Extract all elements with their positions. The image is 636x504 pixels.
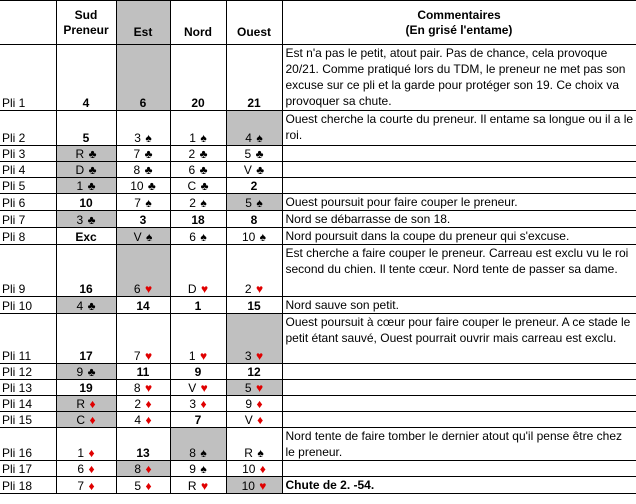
- card-value: 1: [77, 446, 85, 460]
- trick-row: [0, 314, 636, 364]
- card-value: C: [76, 413, 86, 427]
- heart-icon: ♥: [255, 282, 264, 296]
- trick-rows: [0, 45, 636, 494]
- diamond-icon: ♦: [145, 479, 152, 493]
- comment: [282, 396, 636, 412]
- card-value: 7: [133, 349, 141, 363]
- card-value: 21: [247, 96, 261, 110]
- card-value: 1: [76, 179, 84, 193]
- diamond-icon: ♦: [256, 397, 263, 411]
- club-icon: ♣: [88, 163, 97, 177]
- nord-card: [170, 314, 226, 364]
- ouest-card: [226, 428, 282, 461]
- diamond-icon: ♦: [88, 479, 95, 493]
- club-icon: ♣: [256, 163, 265, 177]
- spade-icon: ♠: [200, 131, 207, 145]
- comment: [282, 146, 636, 162]
- est-card: [116, 228, 170, 245]
- ouest-card: [226, 364, 282, 380]
- sud-card: [56, 211, 116, 228]
- spade-icon: ♠: [256, 196, 263, 210]
- card-value: 3: [76, 213, 84, 227]
- heart-icon: ♥: [255, 381, 264, 395]
- card-value: 1: [194, 299, 202, 313]
- header-sud-line2: Preneur: [63, 22, 109, 37]
- trick-number: Pli 13: [0, 380, 56, 396]
- header-sud-line1: Sud: [74, 7, 98, 22]
- nord-card: [170, 477, 226, 494]
- trick-row: [0, 45, 636, 111]
- club-icon: ♣: [255, 147, 264, 161]
- diamond-icon: ♦: [259, 462, 266, 476]
- card-value: 6: [188, 163, 196, 177]
- heart-icon: ♥: [144, 282, 153, 296]
- card-value: C: [187, 179, 197, 193]
- club-icon: ♣: [144, 163, 153, 177]
- heart-icon: ♥: [144, 381, 153, 395]
- trick-row: [0, 194, 636, 211]
- est-card: [116, 428, 170, 461]
- trick-row: [0, 162, 636, 178]
- card-value: 9: [245, 397, 253, 411]
- est-card: [116, 111, 170, 146]
- est-card: [116, 146, 170, 162]
- comment: [282, 461, 636, 477]
- sud-card: [56, 162, 116, 178]
- est-card: [116, 396, 170, 412]
- sud-card: [56, 364, 116, 380]
- nord-card: [170, 111, 226, 146]
- club-icon: ♣: [88, 147, 97, 161]
- card-value: 2: [250, 179, 258, 193]
- ouest-card: [226, 461, 282, 477]
- card-value: 3: [139, 213, 147, 227]
- card-value: V: [188, 381, 197, 395]
- card-value: 5: [134, 479, 142, 493]
- spade-icon: ♠: [145, 230, 153, 244]
- trick-row: [0, 178, 636, 194]
- trick-number: Pli 12: [0, 364, 56, 380]
- card-value: 2: [189, 196, 196, 210]
- trick-number: Pli 18: [0, 477, 56, 494]
- club-icon: ♣: [199, 163, 208, 177]
- card-value: 8: [133, 381, 141, 395]
- ouest-card: [226, 297, 282, 314]
- card-value: 10: [241, 479, 255, 493]
- sud-card: [56, 396, 116, 412]
- comment: [282, 162, 636, 178]
- club-icon: ♣: [147, 179, 156, 193]
- diamond-icon: ♦: [88, 462, 95, 476]
- trick-number: Pli 1: [0, 45, 56, 111]
- club-icon: ♣: [87, 299, 96, 313]
- trick-row: [0, 380, 636, 396]
- card-value: Exc: [75, 230, 97, 244]
- ouest-card: [226, 45, 282, 111]
- card-value: 2: [188, 147, 196, 161]
- nord-card: [170, 211, 226, 228]
- comment: Chute de 2. -54.: [282, 477, 636, 494]
- card-value: 1: [189, 131, 196, 145]
- card-value: 8: [189, 446, 196, 460]
- comment: [282, 412, 636, 428]
- club-icon: ♣: [200, 179, 209, 193]
- ouest-card: [226, 228, 282, 245]
- heart-icon: ♥: [259, 479, 267, 493]
- ouest-card: [226, 245, 282, 297]
- spade-icon: ♠: [257, 446, 264, 460]
- header-comm-line1: Commentaires: [417, 7, 501, 22]
- comment: Ouest poursuit pour faire couper le preneur.: [282, 194, 636, 211]
- card-value: R: [244, 446, 253, 460]
- est-card: [116, 314, 170, 364]
- ouest-card: [226, 477, 282, 494]
- heart-icon: ♥: [200, 282, 209, 296]
- heart-icon: ♥: [200, 479, 209, 493]
- card-value: 6: [133, 282, 141, 296]
- card-value: 12: [247, 365, 261, 379]
- trick-number: Pli 5: [0, 178, 56, 194]
- card-value: V: [243, 163, 252, 177]
- est-card: [116, 364, 170, 380]
- heart-icon: ♥: [144, 349, 153, 363]
- sud-card: [56, 461, 116, 477]
- spade-icon: ♠: [200, 196, 207, 210]
- nord-card: [170, 178, 226, 194]
- trick-number: Pli 10: [0, 297, 56, 314]
- trick-number: Pli 15: [0, 412, 56, 428]
- diamond-icon: ♦: [145, 413, 152, 427]
- trick-number: Pli 3: [0, 146, 56, 162]
- sud-card: [56, 245, 116, 297]
- card-value: 14: [136, 299, 150, 313]
- header-ouest: Ouest: [226, 1, 282, 45]
- card-value: 5: [244, 147, 252, 161]
- header-comm-line2: (En grisé l'entame): [405, 22, 513, 37]
- card-value: 8: [134, 462, 142, 476]
- spade-icon: ♠: [259, 230, 267, 244]
- card-value: 7: [133, 147, 141, 161]
- comment: [282, 178, 636, 194]
- comment: Nord se débarrasse de son 18.: [282, 211, 636, 228]
- trick-row: [0, 228, 636, 245]
- est-card: [116, 178, 170, 194]
- header-pli: [0, 1, 56, 45]
- sud-card: [56, 428, 116, 461]
- card-value: 8: [250, 213, 258, 227]
- est-card: [116, 194, 170, 211]
- card-value: 1: [188, 349, 196, 363]
- comment: Nord tente de faire tomber le dernier atout qu'il pense être chez le preneur.: [282, 428, 636, 461]
- header-nord: Nord: [170, 1, 226, 45]
- trick-number: Pli 8: [0, 228, 56, 245]
- trick-number: Pli 7: [0, 211, 56, 228]
- ouest-card: [226, 314, 282, 364]
- card-value: V: [133, 230, 142, 244]
- card-value: 5: [82, 131, 90, 145]
- comment: Ouest cherche la courte du preneur. Il entame sa longue ou il a le roi.: [282, 111, 636, 146]
- trick-row: [0, 396, 636, 412]
- ouest-card: [226, 194, 282, 211]
- card-value: 4: [134, 413, 142, 427]
- comment: [282, 380, 636, 396]
- sud-card: [56, 297, 116, 314]
- card-value: 11: [136, 365, 150, 379]
- card-value: D: [75, 163, 85, 177]
- card-value: 10: [79, 196, 93, 210]
- header-row: [0, 1, 636, 45]
- nord-card: [170, 45, 226, 111]
- nord-card: [170, 146, 226, 162]
- card-value: D: [187, 282, 197, 296]
- header-commentaires: [282, 1, 636, 45]
- est-card: [116, 211, 170, 228]
- card-value: 4: [76, 299, 84, 313]
- diamond-icon: ♦: [145, 397, 152, 411]
- ouest-card: [226, 412, 282, 428]
- spade-icon: ♠: [200, 462, 207, 476]
- est-card: [116, 380, 170, 396]
- trick-number: Pli 2: [0, 111, 56, 146]
- card-value: 7: [194, 413, 202, 427]
- diamond-icon: ♦: [89, 397, 96, 411]
- nord-card: [170, 380, 226, 396]
- sud-card: [56, 314, 116, 364]
- card-value: 6: [189, 230, 196, 244]
- comment: Nord poursuit dans la coupe du preneur qui s'excuse.: [282, 228, 636, 245]
- card-value: 5: [244, 381, 252, 395]
- trick-row: [0, 211, 636, 228]
- trick-row: [0, 461, 636, 477]
- card-value: 2: [134, 397, 142, 411]
- nord-card: [170, 412, 226, 428]
- spade-icon: ♠: [145, 196, 152, 210]
- card-value: 5: [245, 196, 252, 210]
- nord-card: [170, 245, 226, 297]
- trick-row: [0, 111, 636, 146]
- heart-icon: ♥: [199, 349, 208, 363]
- trick-row: [0, 146, 636, 162]
- card-value: 7: [77, 479, 85, 493]
- spade-icon: ♠: [145, 131, 152, 145]
- heart-icon: ♥: [200, 381, 208, 395]
- ouest-card: [226, 146, 282, 162]
- diamond-icon: ♦: [88, 446, 95, 460]
- heart-icon: ♥: [255, 349, 264, 363]
- trick-number: Pli 16: [0, 428, 56, 461]
- card-value: 3: [244, 349, 252, 363]
- card-value: 7: [134, 196, 141, 210]
- card-value: 2: [244, 282, 252, 296]
- trick-number: Pli 14: [0, 396, 56, 412]
- sud-card: [56, 194, 116, 211]
- comment: [282, 364, 636, 380]
- nord-card: [170, 428, 226, 461]
- sud-card: [56, 111, 116, 146]
- est-card: [116, 245, 170, 297]
- card-value: R: [187, 479, 197, 493]
- diamond-icon: ♦: [200, 397, 207, 411]
- nord-card: [170, 396, 226, 412]
- header-est: Est: [116, 1, 170, 45]
- est-card: [116, 162, 170, 178]
- card-value: 3: [189, 397, 197, 411]
- card-value: 13: [136, 446, 150, 460]
- club-icon: ♣: [87, 213, 96, 227]
- card-value: 9: [194, 365, 202, 379]
- ouest-card: [226, 380, 282, 396]
- card-value: 6: [77, 462, 85, 476]
- nord-card: [170, 364, 226, 380]
- card-value: 15: [247, 299, 261, 313]
- trick-row: [0, 245, 636, 297]
- nord-card: [170, 461, 226, 477]
- nord-card: [170, 162, 226, 178]
- ouest-card: [226, 111, 282, 146]
- sud-card: [56, 228, 116, 245]
- nord-card: [170, 228, 226, 245]
- card-value: 17: [79, 349, 93, 363]
- trick-number: Pli 4: [0, 162, 56, 178]
- trick-row: [0, 428, 636, 461]
- card-value: 18: [191, 213, 205, 227]
- trick-row: [0, 297, 636, 314]
- card-value: 16: [79, 282, 93, 296]
- trick-number: Pli 17: [0, 461, 56, 477]
- card-value: 9: [189, 462, 196, 476]
- club-icon: ♣: [87, 179, 96, 193]
- nord-card: [170, 297, 226, 314]
- club-icon: ♣: [199, 147, 208, 161]
- trick-row: [0, 477, 636, 494]
- comment: Est cherche a faire couper le preneur. Carreau est exclu vu le roi second du chien. Il tente cœur. Nord tente de passer sa dame.: [282, 245, 636, 297]
- card-value: R: [75, 147, 85, 161]
- header-sud: [56, 1, 116, 45]
- sud-card: [56, 146, 116, 162]
- card-value: R: [76, 397, 86, 411]
- trick-row: [0, 412, 636, 428]
- sud-card: [56, 45, 116, 111]
- club-icon: ♣: [144, 147, 153, 161]
- est-card: [116, 461, 170, 477]
- est-card: [116, 297, 170, 314]
- trick-number: Pli 6: [0, 194, 56, 211]
- club-icon: ♣: [87, 365, 96, 379]
- card-value: 20: [191, 96, 205, 110]
- trick-number: Pli 11: [0, 314, 56, 364]
- card-value: 8: [133, 163, 141, 177]
- ouest-card: [226, 178, 282, 194]
- ouest-card: [226, 162, 282, 178]
- est-card: [116, 477, 170, 494]
- sud-card: [56, 178, 116, 194]
- sud-card: [56, 380, 116, 396]
- est-card: [116, 45, 170, 111]
- spade-icon: ♠: [200, 230, 207, 244]
- comment: Ouest poursuit à cœur pour faire couper le preneur. A ce stade le petit étant sauvé, Ouest pourrait ouvrir mais carreau est exclu.: [282, 314, 636, 364]
- spade-icon: ♠: [256, 131, 263, 145]
- card-value: 4: [245, 131, 252, 145]
- card-value: 19: [79, 381, 93, 395]
- est-card: [116, 412, 170, 428]
- sud-card: [56, 412, 116, 428]
- spade-icon: ♠: [200, 446, 207, 460]
- ouest-card: [226, 396, 282, 412]
- nord-card: [170, 194, 226, 211]
- card-value: 9: [76, 365, 84, 379]
- card-value: 6: [139, 96, 147, 110]
- card-value: 10: [241, 230, 256, 244]
- diamond-icon: ♦: [89, 413, 96, 427]
- card-value: 4: [82, 96, 90, 110]
- card-value: 3: [134, 131, 141, 145]
- card-value: V: [244, 413, 253, 427]
- diamond-icon: ♦: [145, 462, 152, 476]
- diamond-icon: ♦: [257, 413, 264, 427]
- comment: Nord sauve son petit.: [282, 297, 636, 314]
- trick-row: [0, 364, 636, 380]
- card-value: 10: [242, 462, 256, 476]
- sud-card: [56, 477, 116, 494]
- card-value: 10: [130, 179, 144, 193]
- ouest-card: [226, 211, 282, 228]
- trick-number: Pli 9: [0, 245, 56, 297]
- comment: Est n'a pas le petit, atout pair. Pas de chance, cela provoque 20/21. Comme pratiqué lors du TDM, le preneur ne met pas son excuse sur ce pli et la garde pour protéger son 19. Ce choix va provoquer sa chute.: [282, 45, 636, 111]
